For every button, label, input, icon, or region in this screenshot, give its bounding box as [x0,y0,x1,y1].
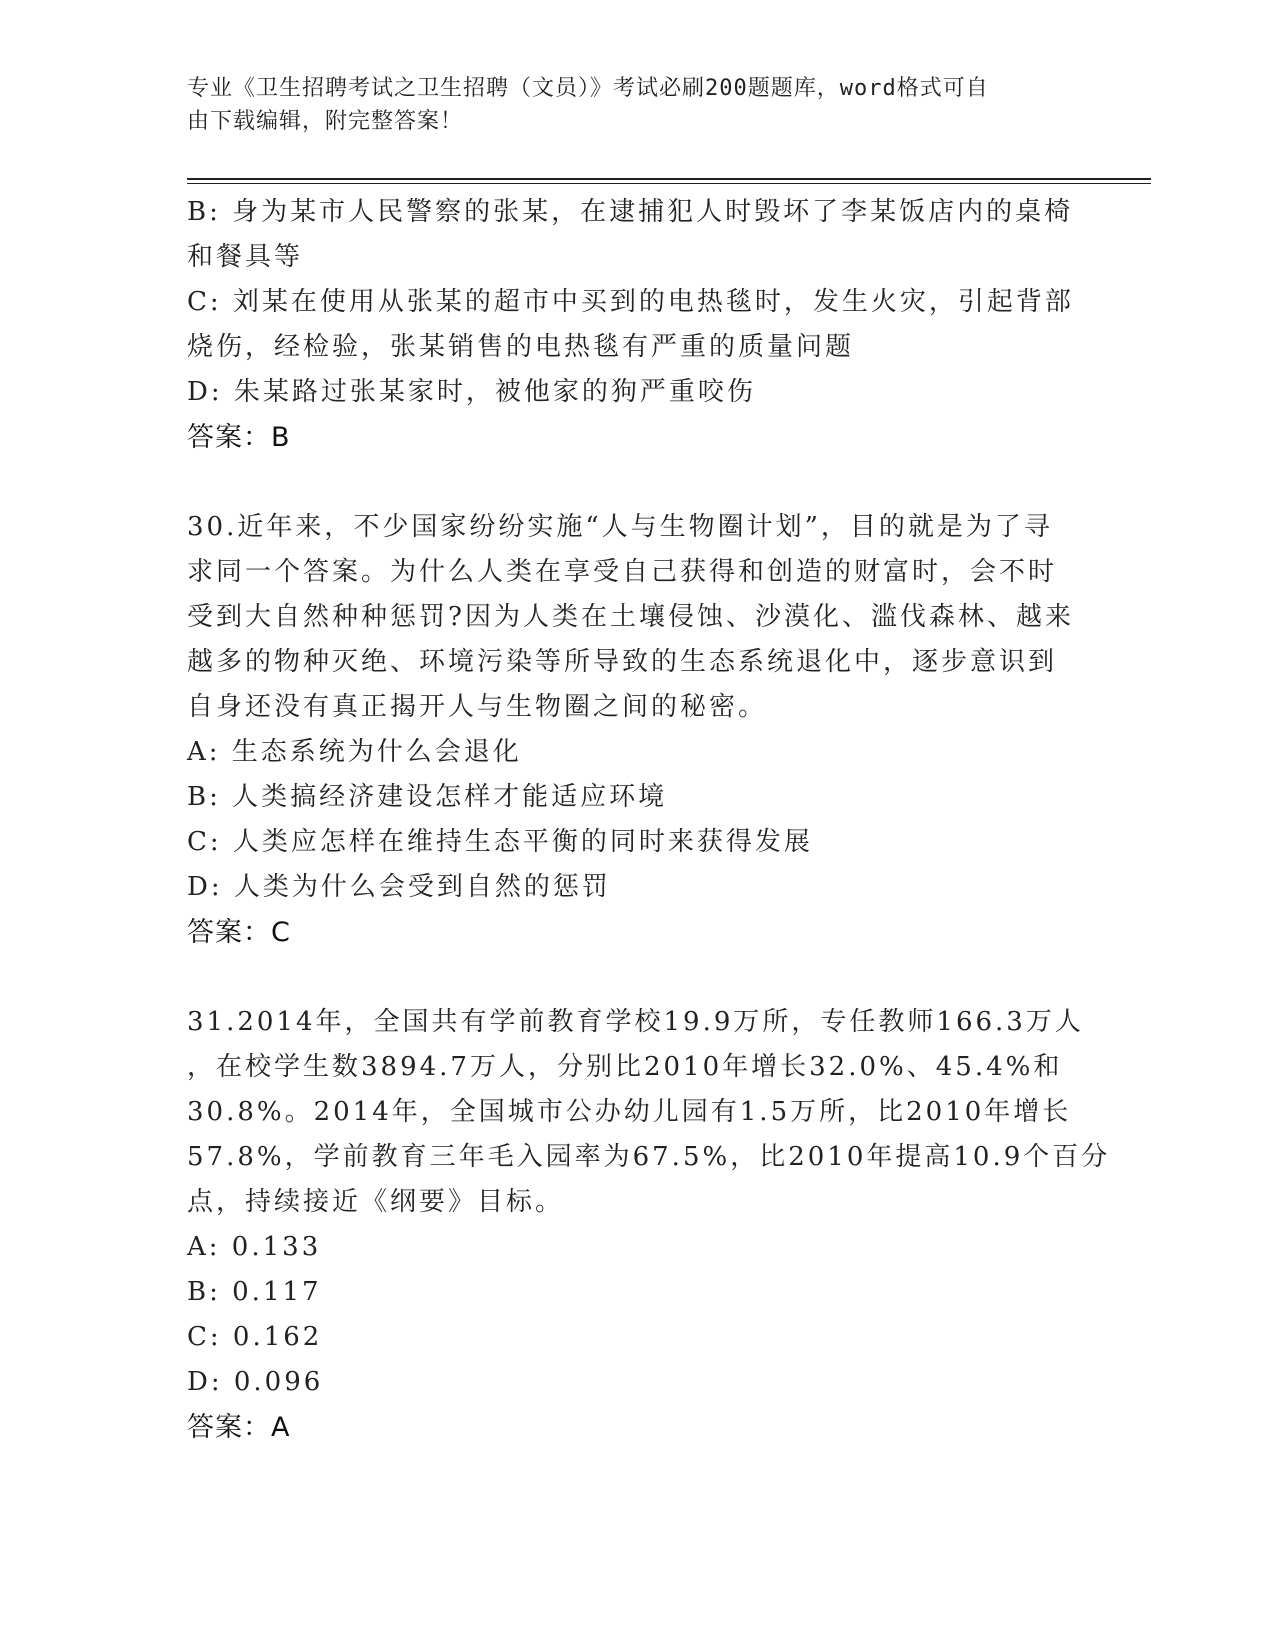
q29-option-b-line-2: 和餐具等 [187,242,304,272]
q29-option-b-line-1: B: 身为某市人民警察的张某，在逮捕犯人时毁坏了李某饭店内的桌椅 [187,197,1074,227]
q29-option-c-line-2: 烧伤，经检验，张某销售的电热毯有严重的质量问题 [187,332,855,362]
q30-option-b: B: 人类搞经济建设怎样才能适应环境 [187,782,668,812]
q31-answer: 答案：A [187,1412,291,1443]
header-title-line-2: 由下载编辑，附完整答案！ [187,109,464,134]
q29-option-c-line-1: C: 刘某在使用从张某的超市中买到的电热毯时，发生火灾，引起背部 [187,287,1074,317]
spacer [187,460,1087,505]
q30-answer: 答案：C [187,917,291,948]
q29-option-d: D: 朱某路过张某家时，被他家的狗严重咬伤 [187,377,756,407]
spacer [187,955,1087,1000]
q31-option-d: D: 0.096 [187,1367,324,1397]
document-body [187,190,1111,1450]
q31-stem-line-2: ，在校学生数3894.7万人，分别比2010年增长32.0%、45.4%和 [187,1052,1063,1082]
q30-stem-line-1: 30.近年来，不少国家纷纷实施“人与生物圈计划”，目的就是为了寻 [187,512,1053,542]
q30-stem-line-5: 自身还没有真正揭开人与生物圈之间的秘密。 [187,692,768,722]
q31-stem-line-4: 57.8%，学前教育三年毛入园率为67.5%，比2010年提高10.9个百分 [187,1142,1111,1172]
q31-stem-line-5: 点，持续接近《纲要》目标。 [187,1187,565,1217]
q30-option-a: A: 生态系统为什么会退化 [187,737,522,767]
q31-option-b: B: 0.117 [187,1277,322,1307]
header-divider-thin [187,183,1151,184]
q30-stem-line-3: 受到大自然种种惩罚?因为人类在土壤侵蚀、沙漠化、滥伐森林、越来 [187,602,1074,632]
document-header [187,72,1067,138]
header-title-line-1: 专业《卫生招聘考试之卫生招聘（文员）》考试必刷200题题库，word格式可自 [187,76,989,101]
header-divider-thick [187,178,1151,180]
q30-stem-line-2: 求同一个答案。为什么人类在享受自己获得和创造的财富时，会不时 [187,557,1058,587]
q30-stem-line-4: 越多的物种灭绝、环境污染等所导致的生态系统退化中，逐步意识到 [187,647,1058,677]
q29-answer: 答案：B [187,422,291,453]
q31-stem-line-3: 30.8%。2014年，全国城市公办幼儿园有1.5万所，比2010年增长 [187,1097,1072,1127]
q31-option-c: C: 0.162 [187,1322,323,1352]
q30-option-c: C: 人类应怎样在维持生态平衡的同时来获得发展 [187,827,813,857]
q31-stem-line-1: 31.2014年，全国共有学前教育学校19.9万所，专任教师166.3万人 [187,1007,1084,1037]
question-31 [187,1000,1111,1450]
q31-option-a: A: 0.133 [187,1232,322,1262]
question-29 [187,190,1087,460]
question-30 [187,505,1087,955]
q30-option-d: D: 人类为什么会受到自然的惩罚 [187,872,611,902]
